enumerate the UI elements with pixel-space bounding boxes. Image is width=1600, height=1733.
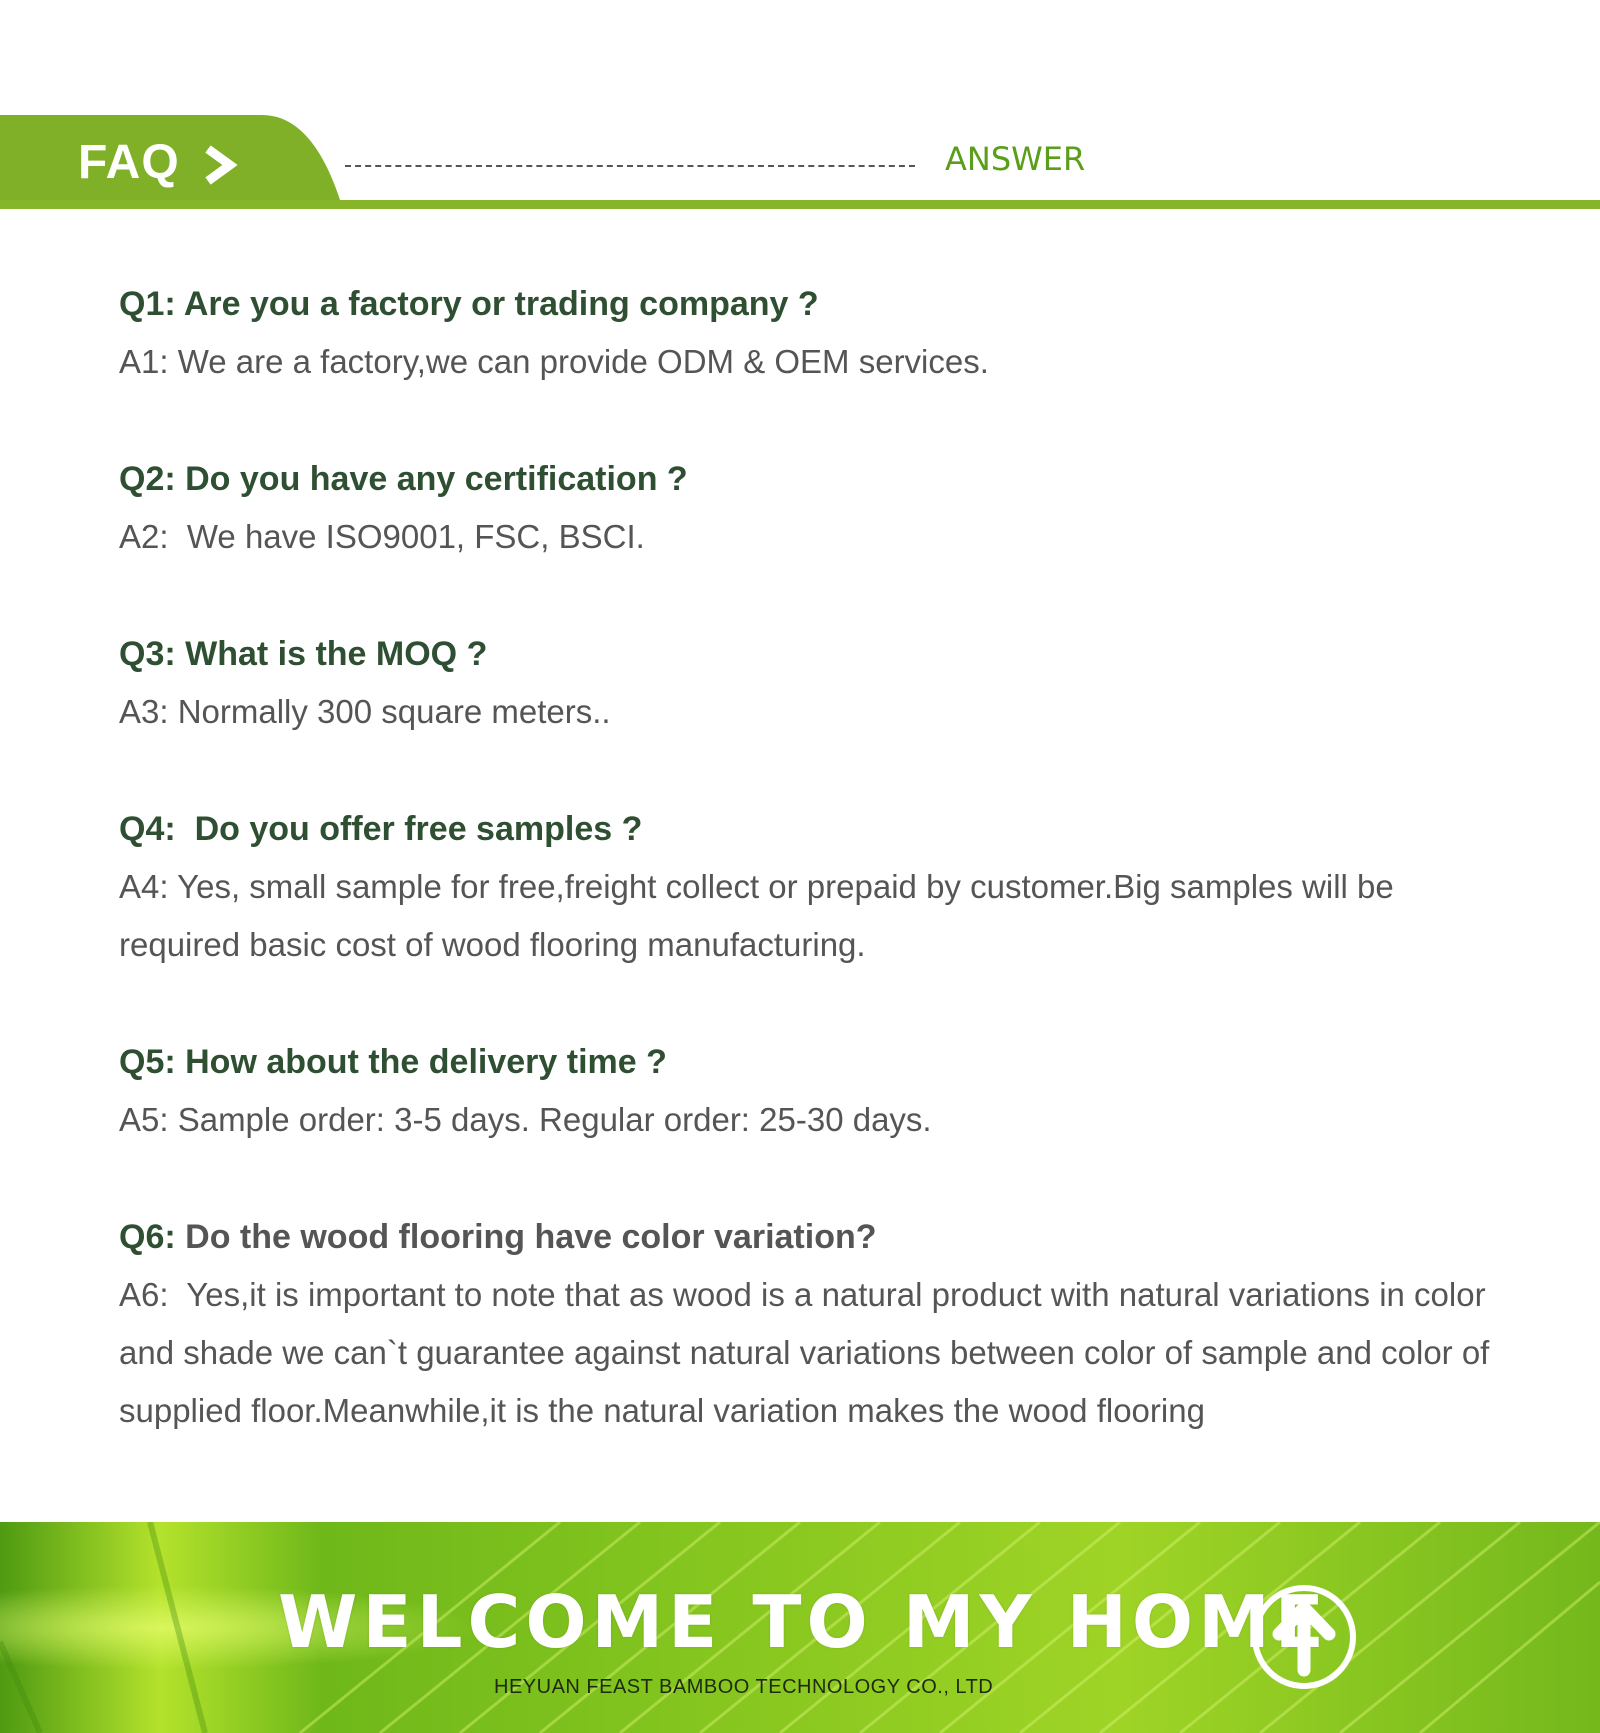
faq-question-prefix: Q6: <box>119 1218 176 1256</box>
faq-header <box>0 115 1600 210</box>
faq-answer: A4: Yes, small sample for free,freight collect or prepaid by customer.Big samples will be required basic cost of wood flooring manufacturing. <box>119 868 1403 963</box>
faq-item-3 <box>119 625 1519 800</box>
arrow-up-circle-icon[interactable] <box>1249 1582 1359 1692</box>
faq-question: Q1: Are you a factory or trading company ? <box>119 285 819 323</box>
faq-answer: A2: We have ISO9001, FSC, BSCI. <box>119 518 645 555</box>
faq-question: Q4: Do you offer free samples ? <box>119 810 643 848</box>
footer-banner <box>0 1522 1600 1733</box>
chevron-right-icon <box>204 145 238 185</box>
faq-question <box>119 1208 1519 1266</box>
faq-answer: A6: Yes,it is important to note that as wood is a natural product with natural variations in color and shade we can`t guarantee against natural variations between color of sample and color of supplied floor.Meanwhile,it is the natural variation makes the wood flooring <box>119 1276 1499 1429</box>
answer-label: ANSWER <box>945 140 1086 178</box>
faq-title: FAQ <box>78 136 180 189</box>
faq-answer: A3: Normally 300 square meters.. <box>119 693 611 730</box>
faq-answer: A5: Sample order: 3-5 days. Regular order: 25-30 days. <box>119 1101 932 1138</box>
faq-question: Q2: Do you have any certification ? <box>119 460 688 498</box>
faq-list <box>119 275 1519 1429</box>
faq-item-5 <box>119 1033 1519 1208</box>
faq-item-6 <box>119 1208 1519 1429</box>
header-dashed-divider <box>345 165 915 167</box>
faq-answer: A1: We are a factory,we can provide ODM & OEM services. <box>119 343 989 380</box>
faq-item-2 <box>119 450 1519 625</box>
header-tab-shape <box>0 115 1600 210</box>
faq-item-1 <box>119 275 1519 450</box>
faq-question: Q5: How about the delivery time ? <box>119 1043 667 1081</box>
company-name: HEYUAN FEAST BAMBOO TECHNOLOGY CO., LTD <box>494 1676 994 1698</box>
faq-question: Q3: What is the MOQ ? <box>119 635 488 673</box>
welcome-heading: WELCOME TO MY HOME <box>278 1580 1329 1664</box>
faq-question-text: Do the wood flooring have color variation? <box>175 1218 877 1256</box>
faq-item-4 <box>119 800 1519 1033</box>
